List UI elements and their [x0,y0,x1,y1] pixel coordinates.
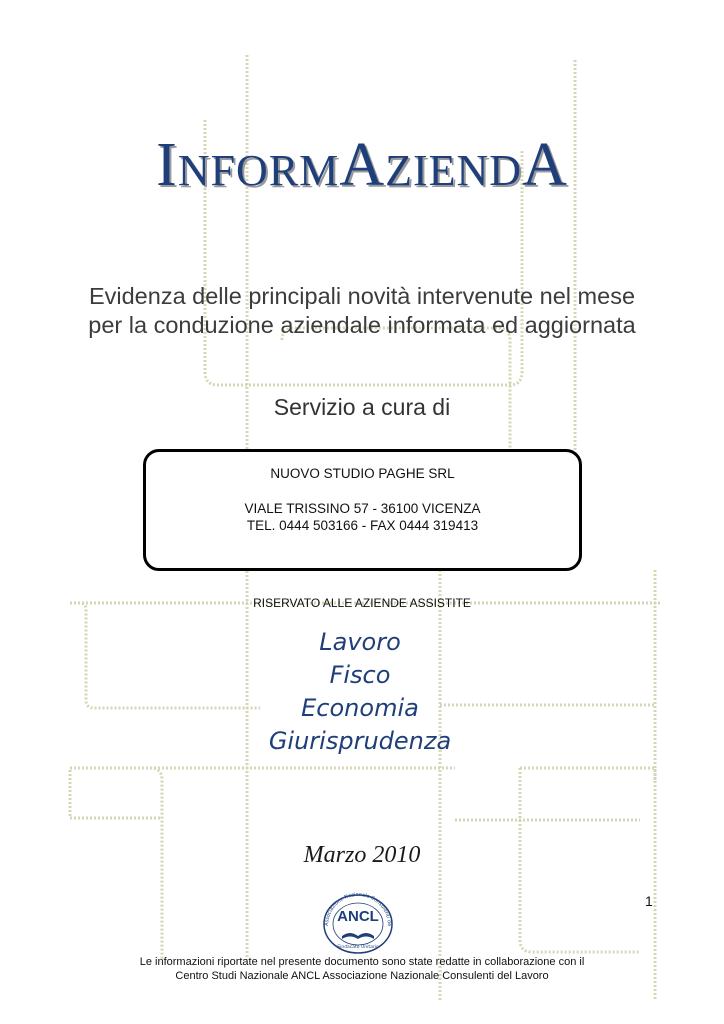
footer-note [0,955,724,983]
topic-item: Economia [301,694,419,722]
title-final-a: A [522,131,568,199]
subtitle-line-1: Evidenza delle principali novità intervenute nel mese [88,283,636,309]
subtitle [40,282,684,340]
issue-date: Marzo 2010 [303,842,421,868]
ancl-logo [314,888,402,954]
logo-text: ANCL [337,908,379,925]
topic-item: Giurisprudenza [268,727,452,755]
reserved-note: RISERVATO ALLE AZIENDE ASSISTITE [253,596,471,610]
studio-address: VIALE TRISSINO 57 - 36100 VICENZA [244,501,481,516]
topic-item: Fisco [329,661,391,689]
document-title [0,130,724,201]
page-number: 1 [645,893,653,909]
title-initial-i: I [156,131,178,199]
studio-phone: TEL. 0444 503166 - FAX 0444 319413 [246,518,479,533]
subtitle-line-2: per la conduzione aziendale informata ed aggiornata [88,312,636,338]
title-text-ziend: ZIEND [385,146,523,195]
footer-line-2: Centro Studi Nazionale ANCL Associazione Nazionale Consulenti del Lavoro [175,970,549,982]
title-initial-a: A [339,131,386,199]
service-label: Servizio a cura di [273,394,451,420]
title-text-nform: NFORM [177,146,340,195]
studio-name: NUOVO STUDIO PAGHE SRL [270,466,455,481]
topics-list [200,626,520,758]
studio-info-box [143,449,582,571]
logo-ring-text: Associazione Nazionale Consulenti de [323,891,393,927]
topic-item: Lavoro [319,628,401,656]
logo-bottom-text: Sindacato Unitario [337,945,379,950]
footer-line-1: Le informazioni riportate nel presente documento sono state redatte in collaborazione con il [139,956,585,968]
